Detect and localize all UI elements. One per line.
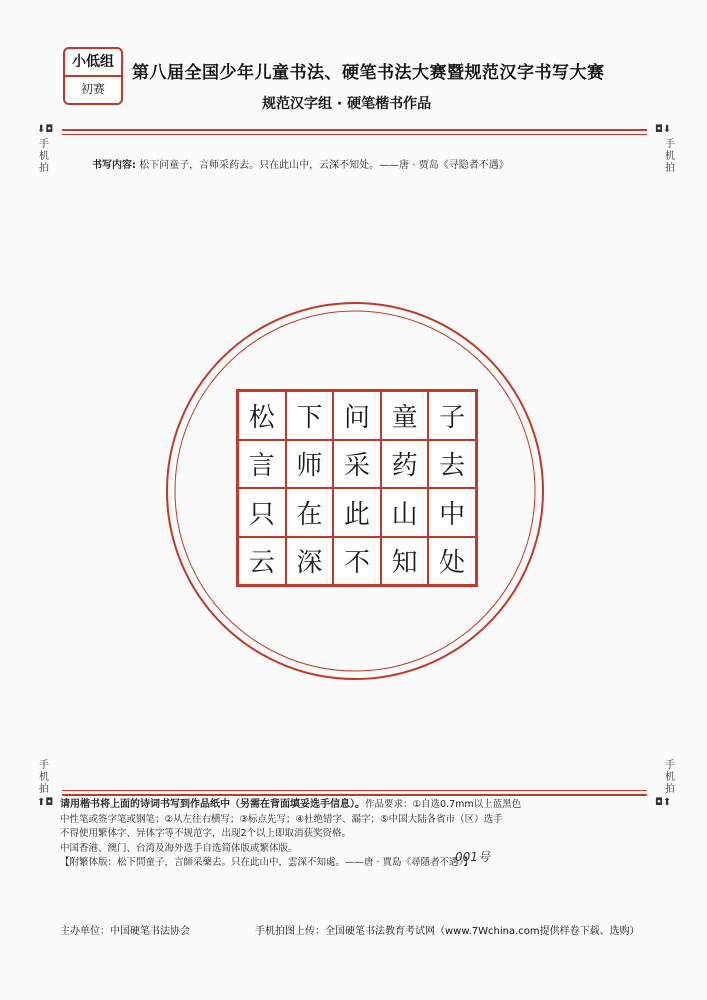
grid-cell: 松 xyxy=(238,391,286,440)
grid-cell: 知 xyxy=(381,537,429,586)
grid-cell: 采 xyxy=(333,440,381,489)
top-divider-line-thin xyxy=(62,134,647,135)
instructions-line: 中国香港、澳门、台湾及海外选手自选简体版或繁体版。 xyxy=(60,842,298,854)
camera-icon: ⬇◘ xyxy=(37,124,54,135)
instructions-main: 请用楷书将上面的诗词书写到作品纸中（另需在背面填妥选手信息）。 xyxy=(60,799,365,810)
badge-stage-label: 初赛 xyxy=(80,82,105,96)
grid-cell: 去 xyxy=(428,440,476,489)
badge-group-label: 小低组 xyxy=(65,49,121,77)
writing-grid xyxy=(236,389,478,587)
instructions-line: 中性笔或签字笔或钢笔；②从左往右横写；③标点先写；④杜绝错字、漏字；⑤中国大陆各省市（区）选手 xyxy=(60,813,503,825)
handwritten-number: 001号 xyxy=(455,850,490,864)
side-label-left-top: 手机拍 xyxy=(39,139,49,174)
instructions-line: 不得使用繁体字、异体字等不规范字，出现2个以上即取消获奖资格。 xyxy=(60,828,352,839)
top-divider-line xyxy=(62,129,647,131)
page-subtitle: 规范汉字组 · 硬笔楷书作品 xyxy=(262,96,432,112)
grid-cell: 深 xyxy=(286,537,334,586)
grid-cell: 不 xyxy=(333,537,381,586)
instructions-traditional: 【附繁体版：松下問童子，言師采藥去。只在此山中，雲深不知處。——唐 · 賈島《尋隱者不遇》】 xyxy=(60,857,473,868)
grid-cell: 云 xyxy=(238,537,286,586)
camera-icon: ◘⬇ xyxy=(655,124,672,135)
grid-cell: 在 xyxy=(286,488,334,537)
instructions-requirements: 作品要求：①自选0.7mm以上蓝黑色 xyxy=(365,799,522,810)
camera-icon: ⬆◘ xyxy=(37,797,54,808)
grid-cell: 子 xyxy=(428,391,476,440)
grid-cell: 童 xyxy=(381,391,429,440)
side-label-right-top: 手机拍 xyxy=(665,139,675,174)
writing-content-text: 松下问童子，言师采药去。只在此山中，云深不知处。——唐 · 贾岛《寻隐者不遇》 xyxy=(139,160,509,171)
organizer: 主办单位：中国硬笔书法协会 xyxy=(60,926,190,937)
bottom-divider-line-thin xyxy=(62,790,647,791)
upload-info: 手机拍图上传：全国硬笔书法教育考试网（www.7Wchina.com提供样卷下载、选购） xyxy=(255,926,640,937)
grid-cell: 言 xyxy=(238,440,286,489)
grid-cell: 山 xyxy=(381,488,429,537)
page-title: 第八届全国少年儿童书法、硬笔书法大赛暨规范汉字书写大赛 xyxy=(132,63,605,83)
writing-content-label: 书写内容: xyxy=(92,160,136,171)
grid-cell: 只 xyxy=(238,488,286,537)
grid-cell: 药 xyxy=(381,440,429,489)
grid-cell: 此 xyxy=(333,488,381,537)
grid-cell: 中 xyxy=(428,488,476,537)
side-label-right-bottom: 手机拍 xyxy=(665,760,675,795)
camera-icon: ◘⬆ xyxy=(655,797,672,808)
grid-cell: 下 xyxy=(286,391,334,440)
group-badge xyxy=(63,47,123,105)
grid-cell: 处 xyxy=(428,537,476,586)
side-label-left-bottom: 手机拍 xyxy=(39,760,49,795)
grid-cell: 师 xyxy=(286,440,334,489)
instructions xyxy=(60,798,660,871)
bottom-divider-line xyxy=(62,794,647,796)
writing-content xyxy=(92,156,509,171)
grid-cell: 问 xyxy=(333,391,381,440)
